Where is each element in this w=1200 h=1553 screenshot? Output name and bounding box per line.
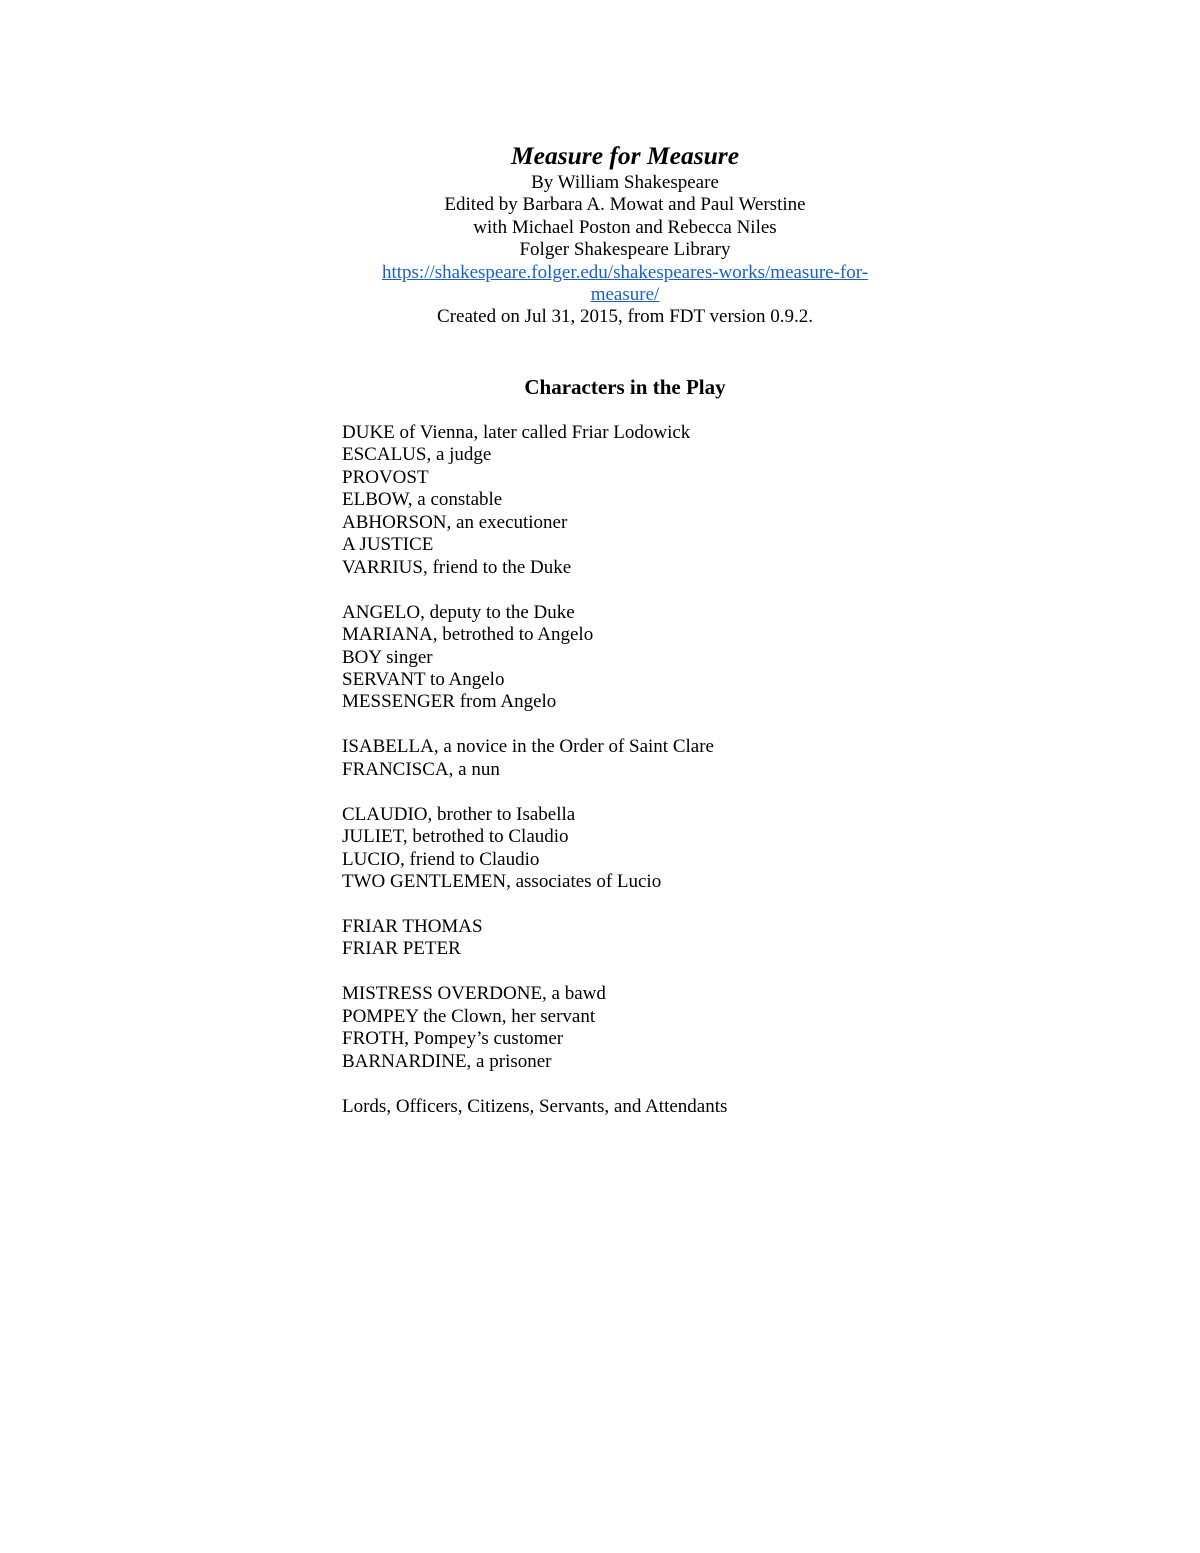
character-group [342, 602, 942, 714]
character-entry: MISTRESS OVERDONE, a bawd [342, 983, 606, 1005]
character-entry: VARRIUS, friend to the Duke [342, 556, 572, 578]
character-entry: ESCALUS, a judge [342, 444, 492, 466]
character-entry: ABHORSON, an executioner [342, 511, 568, 533]
character-entry: POMPEY the Clown, her servant [342, 1005, 596, 1027]
character-entry: FRIAR PETER [342, 938, 461, 960]
contributors-line: with Michael Poston and Rebecca Niles [473, 216, 777, 238]
character-entry: FRIAR THOMAS [342, 915, 483, 937]
editors-line: Edited by Barbara A. Mowat and Paul Werstine [444, 194, 806, 216]
character-entry: ISABELLA, a novice in the Order of Saint Clare [342, 736, 714, 758]
source-link[interactable] [300, 262, 950, 307]
source-link-line-2: measure/ [590, 284, 660, 306]
characters-heading: Characters in the Play [524, 375, 726, 399]
character-entry: ANGELO, deputy to the Duke [342, 601, 575, 623]
created-line: Created on Jul 31, 2015, from FDT version 0.9.2. [437, 306, 813, 328]
character-entry: TWO GENTLEMEN, associates of Lucio [342, 871, 662, 893]
character-group [342, 804, 942, 894]
character-entry: SERVANT to Angelo [342, 668, 505, 690]
character-entry: MARIANA, betrothed to Angelo [342, 624, 594, 646]
author-byline: By William Shakespeare [531, 172, 719, 193]
character-entry: CLAUDIO, brother to Isabella [342, 803, 576, 825]
character-entry: DUKE of Vienna, later called Friar Lodowick [342, 422, 691, 443]
character-entry: FROTH, Pompey’s customer [342, 1028, 564, 1050]
character-group [342, 916, 942, 961]
character-entry: JULIET, betrothed to Claudio [342, 826, 569, 848]
publisher-line: Folger Shakespeare Library [519, 239, 731, 261]
title-block [300, 140, 950, 329]
character-entry: A JUSTICE [342, 534, 434, 556]
character-group [342, 422, 942, 579]
character-group [342, 736, 942, 781]
character-entry: Lords, Officers, Citizens, Servants, and Attendants [342, 1095, 728, 1117]
character-entry: PROVOST [342, 466, 429, 488]
character-entry: BARNARDINE, a prisoner [342, 1050, 552, 1072]
character-entry: BOY singer [342, 646, 433, 668]
character-list [342, 422, 942, 1140]
character-entry: LUCIO, friend to Claudio [342, 848, 540, 870]
character-group [342, 983, 942, 1073]
character-group [342, 1096, 942, 1118]
play-title: Measure for Measure [510, 141, 740, 170]
character-entry: FRANCISCA, a nun [342, 758, 500, 780]
character-entry: ELBOW, a constable [342, 489, 503, 511]
character-entry: MESSENGER from Angelo [342, 691, 557, 713]
source-link-line-1: https://shakespeare.folger.edu/shakespeares-works/measure-for- [381, 261, 869, 283]
